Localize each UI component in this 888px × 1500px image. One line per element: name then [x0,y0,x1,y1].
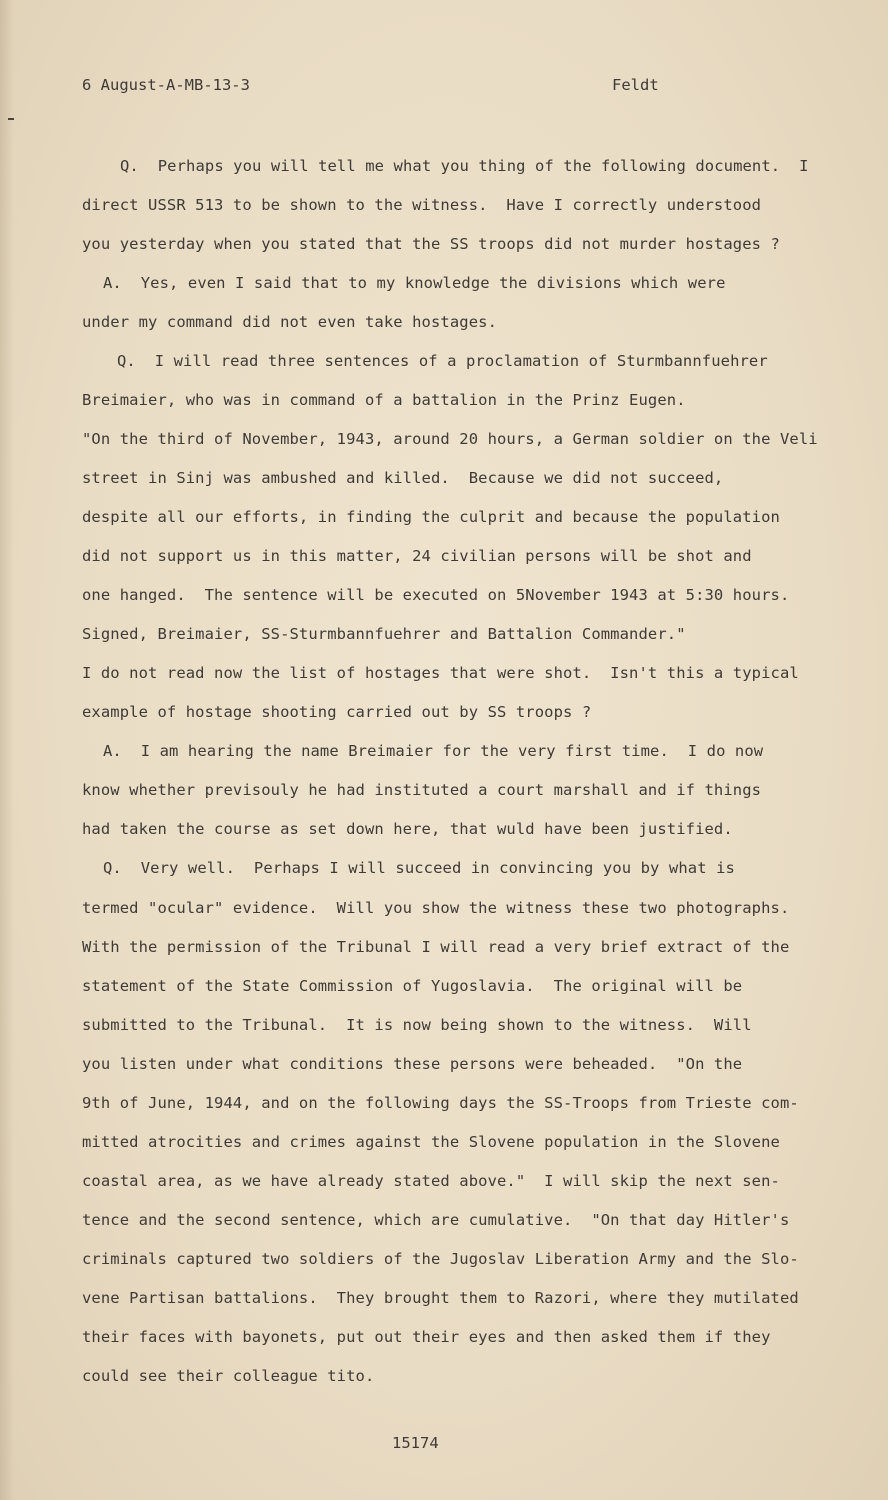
text-line: one hanged. The sentence will be executed on 5November 1943 at 5:30 hours. [82,586,790,604]
text-line: Q. Very well. Perhaps I will succeed in convincing you by what is [103,859,735,877]
text-line: termed "ocular" evidence. Will you show the witness these two photographs. [82,899,790,917]
text-line: statement of the State Commission of Yugoslavia. The original will be [82,977,743,995]
text-line: despite all our efforts, in finding the culprit and because the population [82,508,780,526]
text-line: tence and the second sentence, which are cumulative. "On that day Hitler's [82,1211,790,1229]
margin-mark [8,118,14,120]
text-line: Signed, Breimaier, SS-Sturmbannfuehrer and Battalion Commander." [82,625,686,643]
text-line: submitted to the Tribunal. It is now being shown to the witness. Will [82,1016,752,1034]
text-line: know whether previsouly he had instituted a court marshall and if things [82,781,762,799]
page-number: 15174 [392,1434,439,1452]
text-line: Q. I will read three sentences of a proclamation of Sturmbannfuehrer [117,352,768,370]
text-line: I do not read now the list of hostages that were shot. Isn't this a typical [82,664,799,682]
text-line: under my command did not even take hostages. [82,313,497,331]
text-line: could see their colleague tito. [82,1367,375,1385]
text-line: example of hostage shooting carried out by SS troops ? [82,703,592,721]
text-line: their faces with bayonets, put out their eyes and then asked them if they [82,1328,771,1346]
text-line: mitted atrocities and crimes against the Slovene population in the Slovene [82,1133,780,1151]
text-line: had taken the course as set down here, that wuld have been justified. [82,820,733,838]
text-line: Q. Perhaps you will tell me what you thing of the following document. I [120,157,809,175]
text-line: vene Partisan battalions. They brought them to Razori, where they mutilated [82,1289,799,1307]
text-line: coastal area, as we have already stated above." I will skip the next sen- [82,1172,780,1190]
text-line: A. Yes, even I said that to my knowledge the divisions which were [103,274,726,292]
text-line: "On the third of November, 1943, around 20 hours, a German soldier on the Veli [82,430,818,448]
text-line: street in Sinj was ambushed and killed. Because we did not succeed, [82,469,724,487]
text-line: Breimaier, who was in command of a battalion in the Prinz Eugen. [82,391,686,409]
text-line: you yesterday when you stated that the SS troops did not murder hostages ? [82,235,780,253]
text-line: 9th of June, 1944, and on the following days the SS-Troops from Trieste com- [82,1094,799,1112]
text-line: direct USSR 513 to be shown to the witness. Have I correctly understood [82,196,762,214]
text-line: criminals captured two soldiers of the Jugoslav Liberation Army and the Slo- [82,1250,799,1268]
witness-name: Feldt [612,76,659,94]
document-reference: 6 August-A-MB-13-3 [82,76,250,94]
text-line: With the permission of the Tribunal I will read a very brief extract of the [82,938,790,956]
page-edge-shadow [0,0,14,1500]
text-line: A. I am hearing the name Breimaier for the very first time. I do now [103,742,764,760]
text-line: you listen under what conditions these persons were beheaded. "On the [82,1055,743,1073]
text-line: did not support us in this matter, 24 civilian persons will be shot and [82,547,752,565]
